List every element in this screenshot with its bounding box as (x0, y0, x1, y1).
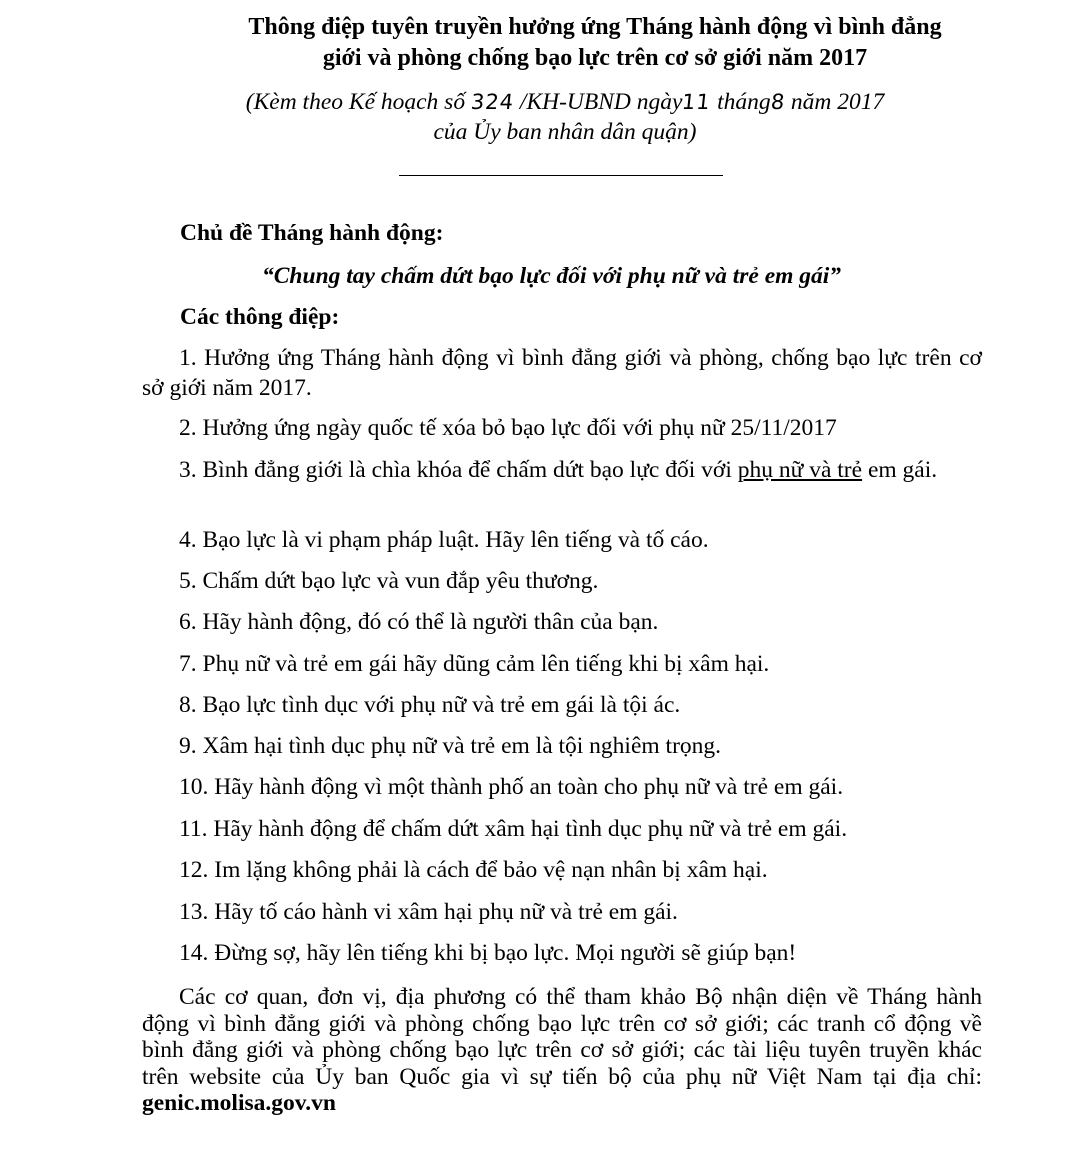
attachment-prefix: (Kèm theo Kế hoạch số (245, 89, 471, 115)
attachment-mid-2: tháng (711, 89, 771, 115)
title-line-1: Thông điệp tuyên truyền hưởng ứng Tháng hành động vì bình đẳng (248, 14, 942, 40)
message-3-text-a: 3. Bình đẳng giới là chìa khóa để chấm dứt bạo lực đối với (179, 457, 738, 483)
theme-heading: Chủ đề Tháng hành động: (180, 220, 444, 246)
message-3-text-c: em gái. (862, 457, 938, 483)
theme-quote: “Chung tay chấm dứt bạo lực đối với phụ nữ và trẻ em gái” (262, 263, 842, 289)
attachment-line-1 (170, 87, 960, 117)
message-item-8: 8. Bạo lực tình dục với phụ nữ và trẻ em gái là tội ác. (179, 692, 681, 718)
message-3-underlined: phụ nữ và trẻ (737, 457, 863, 483)
message-item-11: 11. Hãy hành động để chấm dứt xâm hại tình dục phụ nữ và trẻ em gái. (179, 816, 848, 842)
document-title (200, 12, 990, 74)
message-item-3 (142, 455, 982, 485)
attachment-note (170, 87, 960, 147)
separator-rule (399, 175, 723, 176)
closing-text: Các cơ quan, đơn vị, địa phương có thể tham khảo Bộ nhận diện về Tháng hành động vì bình đẳng giới và phòng chống bạo lực trên cơ sở giới; các tranh cổ động về bình đẳng giới và phòng chống bạo lực trên cơ sở giới; các tài liệu tuyên truyền khác trên website của Ủy ban Quốc gia vì sự tiến bộ của phụ nữ Việt Nam tại địa chỉ: (142, 984, 982, 1090)
messages-heading: Các thông điệp: (180, 304, 340, 330)
attachment-suffix: năm 2017 (784, 89, 885, 115)
website-address: genic.molisa.gov.vn (142, 1090, 336, 1116)
message-item-14: 14. Đừng sợ, hãy lên tiếng khi bị bạo lực. Mọi người sẽ giúp bạn! (179, 940, 797, 966)
issuer-line: của Ủy ban nhân dân quận) (433, 119, 697, 145)
message-item-7: 7. Phụ nữ và trẻ em gái hãy dũng cảm lên tiếng khi bị xâm hại. (179, 651, 770, 677)
message-item-1: 1. Hưởng ứng Tháng hành động vì bình đẳng giới và phòng, chống bạo lực trên cơ sở giới năm 2017. (142, 345, 982, 401)
month-handwritten: 8 (769, 90, 787, 114)
message-item-13: 13. Hãy tố cáo hành vi xâm hại phụ nữ và trẻ em gái. (179, 899, 678, 925)
closing-paragraph (142, 984, 982, 1117)
title-line-2: giới và phòng chống bạo lực trên cơ sở giới năm 2017 (322, 45, 868, 71)
message-item-6: 6. Hãy hành động, đó có thể là người thân của bạn. (179, 609, 659, 635)
message-item-4: 4. Bạo lực là vi phạm pháp luật. Hãy lên tiếng và tố cáo. (179, 527, 709, 553)
message-item-10: 10. Hãy hành động vì một thành phố an toàn cho phụ nữ và trẻ em gái. (179, 774, 844, 800)
day-handwritten: 11 (681, 90, 713, 114)
message-item-5: 5. Chấm dứt bạo lực và vun đắp yêu thương. (179, 568, 599, 594)
plan-number-handwritten: 324 (469, 90, 516, 114)
message-item-12: 12. Im lặng không phải là cách để bảo vệ nạn nhân bị xâm hại. (179, 857, 768, 883)
attachment-mid-1: /KH-UBND ngày (514, 89, 683, 115)
message-item-2: 2. Hưởng ứng ngày quốc tế xóa bỏ bạo lực đối với phụ nữ 25/11/2017 (179, 415, 837, 441)
message-item-9: 9. Xâm hại tình dục phụ nữ và trẻ em là tội nghiêm trọng. (179, 733, 722, 759)
